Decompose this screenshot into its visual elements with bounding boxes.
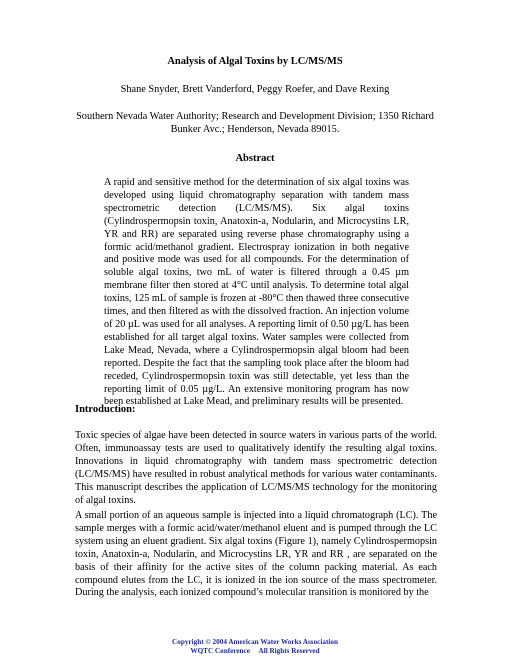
copyright-footer [0,638,510,656]
paper-title: Analysis of Algal Toxins by LC/MS/MS [167,56,343,67]
affiliation: Southern Nevada Water Authority; Research and Development Division; 1350 Richard Bunker Avc.; Henderson, Nevada 89015. [76,111,434,135]
footer-conference-line: WQTC Conference All Rights Reserved [190,647,320,655]
author-list: Shane Snyder, Brett Vanderford, Peggy Roefer, and Dave Rexing [120,84,390,95]
intro-paragraph-2: A small portion of an aqueous sample is injected into a liquid chromatograph (LC). The sample merges with a formic acid/water/methanol eluent and is pumped through the LC system using an eluent gradient. Six algal toxins (Figure 1), namely Cylindrospermopsin toxin, Anatoxin-a, Nodularin, and Microcystins LR, YR and RR , are separated on the basis of their affinity for the active sites of the column packing material. As each compound elutes from the LC, it is ionized in the ion source of the mass spectrometer. During the analysis, each ionized compound’s molecular transition is monitored by the [75,510,437,599]
introduction-heading: Introduction: [75,404,136,415]
footer-copyright-line: Copyright © 2004 American Water Works Association [172,638,338,646]
abstract-heading: Abstract [235,153,275,164]
intro-paragraph-1: Toxic species of algae have been detected in source waters in various parts of the world. Often, immunoassay tests are used to qualitatively identify the resulting algal toxins. Innovations in liquid chromatography with tandem mass spectrometric detection (LC/MS/MS) have resulted in robust analytical methods for various water contaminants. This manuscript describes the application of LC/MS/MS technology for the monitoring of algal toxins. [75,430,437,506]
abstract-text: A rapid and sensitive method for the determination of six algal toxins was developed using liquid chromatography separation with tandem mass spectrometric detection (LC/MS/MS). Six algal toxins (Cylindrospermopsin toxin, Anatoxin-a, Nodularin, and Microcystins LR, YR and RR) are separated using reverse phase chromatography using a formic acid/methanol gradient. Electrospray ionization in both negative and positive mode was used for all compounds. For the determination of soluble algal toxins, two mL of water is filtered through a 0.45 µm membrane filter then stored at 4°C until analysis. To determine total algal toxins, 125 mL of sample is frozen at -80°C then thawed three consecutive times, and then filtered as with the dissolved fraction. An injection volume of 20 µL was used for all analyses. A reporting limit of 0.50 µg/L has been established for all target algal toxins. Water samples were collected from Lake Mead, Nevada, where a Cylindrospermopsin algal bloom had been reported. Despite the fact that the sampling took place after the bloom had receded, Cylindrospermopsin toxin was still detectable, yet less than the reporting limit of 0.05 µg/L. An extensive monitoring program has now been established at Lake Mead, and preliminary results will be presented. [104,177,409,408]
